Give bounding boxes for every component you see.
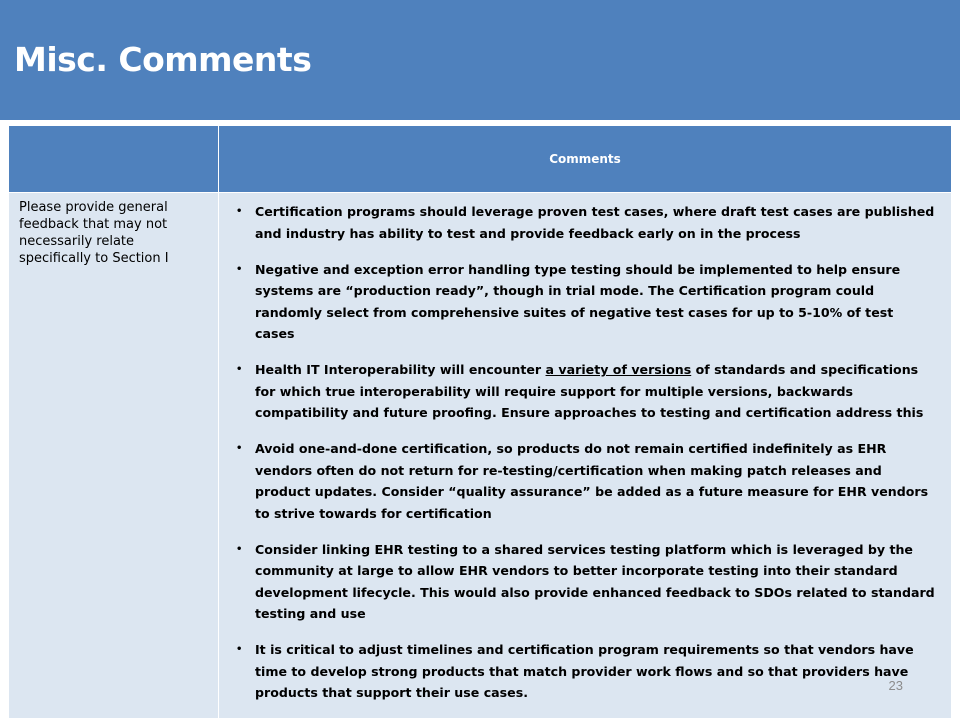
bullet-icon: • <box>236 263 243 275</box>
list-item: • Health IT Interoperability will encounter a variety of versions of standards and specifications for which true interoperability will require support for multiple versions, backwards compatibility and future proofing. Ensure approaches to testing and certification address this <box>229 359 937 424</box>
bullet-icon: • <box>236 206 243 217</box>
comments-list <box>229 201 937 704</box>
comments-cell <box>219 193 952 719</box>
title-bar <box>0 0 960 120</box>
table-row <box>9 193 952 719</box>
header-cell-comments: Comments <box>219 126 952 193</box>
bullet-icon: • <box>236 543 243 555</box>
list-item: • Negative and exception error handling type testing should be implemented to help ensure systems are “production ready”, though in trial mode. The Certification program could randomly select from comprehensive suites of negative test cases for up to 5-10% of test cases <box>229 259 937 345</box>
row-label-cell: Please provide general feedback that may not necessarily relate specifically to Section I <box>9 193 219 719</box>
slide-title: Misc. Comments <box>14 40 312 79</box>
page-number: 23 <box>888 678 903 693</box>
bullet-icon: • <box>236 364 243 375</box>
bullet-icon: • <box>236 443 243 454</box>
list-item: • Avoid one-and-done certification, so products do not remain certified indefinitely as EHR vendors often do not return for re-testing/certification when making patch releases and product updates. Consider “quality assurance” be added as a future measure for EHR vendors to strive towards for certification <box>229 438 937 524</box>
bullet-icon: • <box>236 644 243 655</box>
table-header-row <box>9 126 952 193</box>
list-item: • Certification programs should leverage proven test cases, where draft test cases are published and industry has ability to test and provide feedback early on in the process <box>229 201 937 244</box>
header-cell-empty <box>9 126 219 193</box>
underlined-phrase: a variety of versions <box>545 362 692 377</box>
list-item: • It is critical to adjust timelines and certification program requirements so that vendors have time to develop strong products that match provider work flows and so that providers have products that support their use cases. <box>229 639 937 704</box>
list-item: • Consider linking EHR testing to a shared services testing platform which is leveraged by the community at large to allow EHR vendors to better incorporate testing into their standard development lifecycle. This would also provide enhanced feedback to SDOs related to standard testing and use <box>229 539 937 625</box>
comments-table <box>8 125 952 719</box>
